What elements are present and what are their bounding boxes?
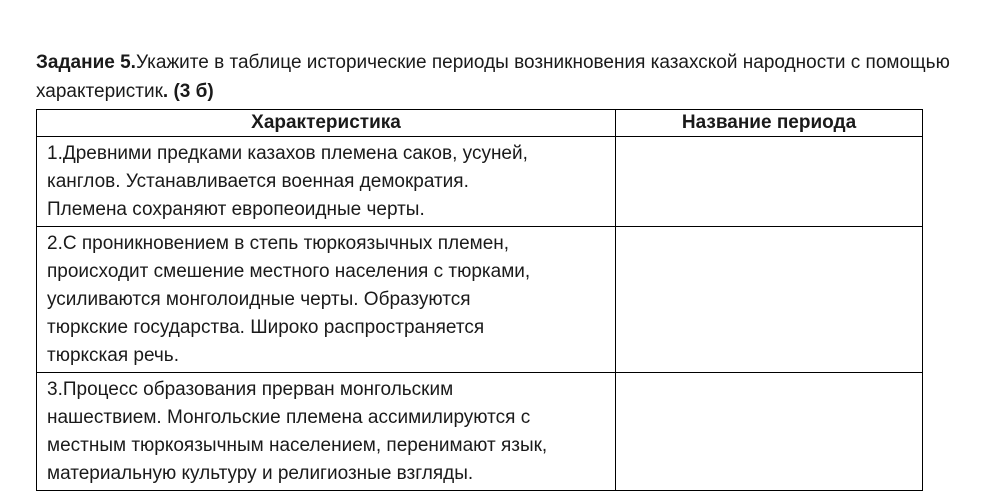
period-answer-cell[interactable] bbox=[616, 137, 923, 227]
text-line: тюркская речь. bbox=[47, 345, 179, 366]
text-line: усиливаются монголоидные черты. Образуются bbox=[47, 289, 471, 310]
period-answer-cell[interactable] bbox=[616, 227, 923, 373]
task-number: Задание 5. bbox=[36, 52, 136, 73]
task-text: Укажите в таблице исторические периоды возникновения казахской народности с помощью характеристик bbox=[36, 52, 950, 102]
header-period-name: Название периода bbox=[616, 110, 923, 137]
header-characteristic: Характеристика bbox=[37, 110, 616, 137]
period-answer-cell[interactable] bbox=[616, 373, 923, 491]
task-points: . (3 б) bbox=[162, 81, 214, 102]
text-line: происходит смешение местного населения с тюрками, bbox=[47, 261, 531, 282]
text-line: материальную культуру и религиозные взгляды. bbox=[47, 463, 474, 484]
text-line: нашествием. Монгольские племена ассимилируются с bbox=[47, 407, 531, 428]
text-line: 3.Процесс образования прерван монгольским bbox=[47, 379, 454, 400]
characteristic-cell bbox=[37, 227, 616, 373]
characteristic-text bbox=[37, 137, 615, 226]
table-row bbox=[37, 137, 923, 227]
characteristic-cell bbox=[37, 373, 616, 491]
answer-text bbox=[616, 227, 922, 232]
text-line: 1.Древними предками казахов племена саков, усуней, bbox=[47, 143, 528, 164]
characteristic-cell bbox=[37, 137, 616, 227]
answer-text bbox=[616, 137, 922, 142]
text-line: Племена сохраняют европеоидные черты. bbox=[47, 199, 425, 220]
task-statement bbox=[36, 48, 976, 106]
characteristic-text bbox=[37, 227, 615, 372]
text-line: местным тюркоязычным населением, перенимают язык, bbox=[47, 435, 548, 456]
text-line: тюркские государства. Широко распространяется bbox=[47, 317, 485, 338]
table-row bbox=[37, 227, 923, 373]
table-header-row bbox=[37, 110, 923, 137]
text-line: канглов. Устанавливается военная демократия. bbox=[47, 171, 469, 192]
periods-table bbox=[36, 109, 923, 491]
text-line: 2.С проникновением в степь тюркоязычных племен, bbox=[47, 233, 510, 254]
table-row bbox=[37, 373, 923, 491]
characteristic-text bbox=[37, 373, 615, 490]
answer-text bbox=[616, 373, 922, 378]
